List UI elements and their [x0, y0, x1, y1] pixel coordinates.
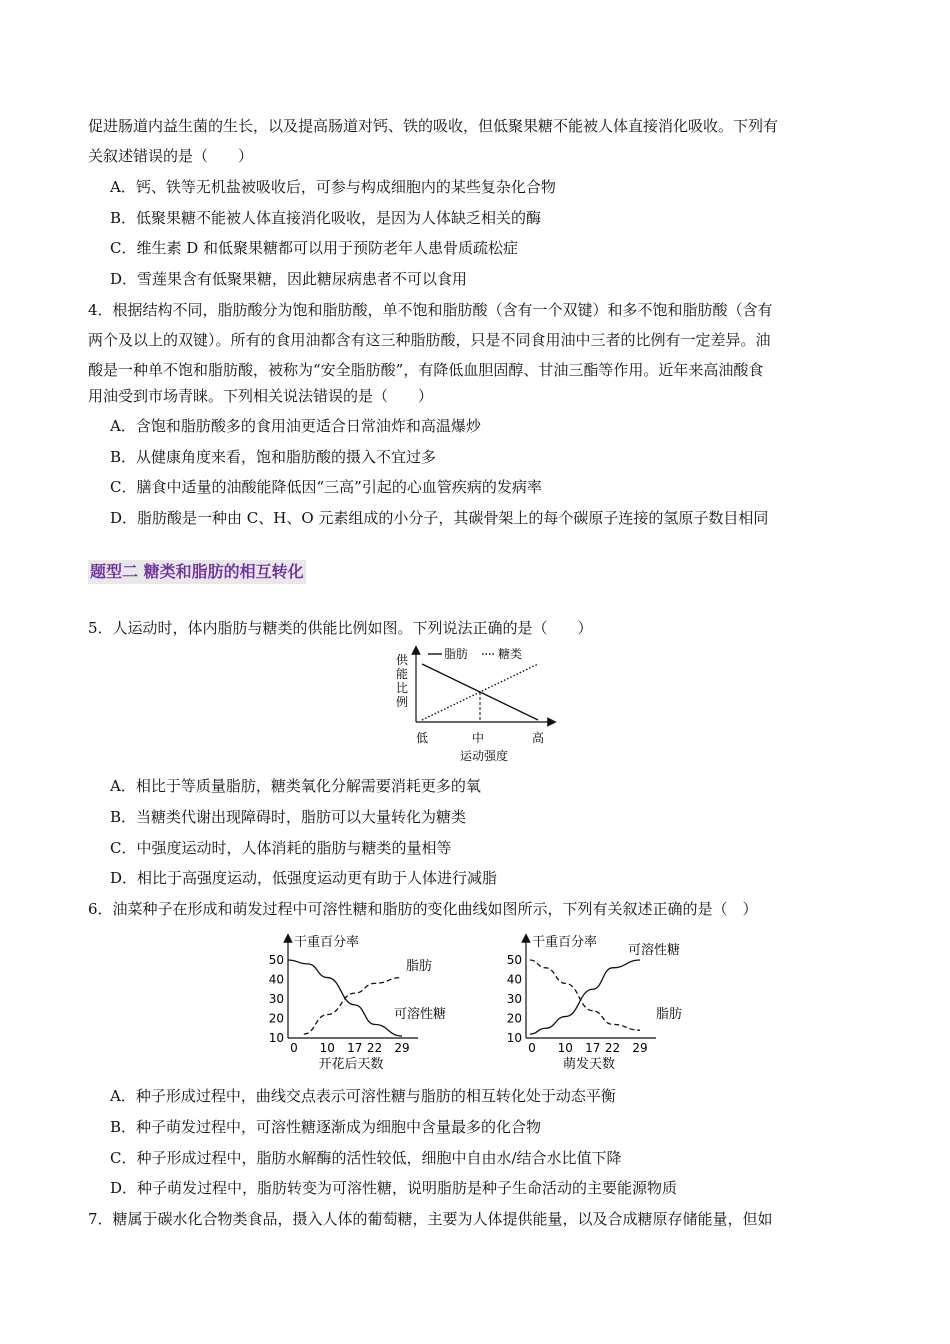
x-axis-label: 开花后天数	[318, 1057, 384, 1072]
y-tick-label: 20	[506, 1011, 522, 1026]
y-tick-label: 10	[506, 1031, 522, 1045]
series-curve-1	[530, 960, 640, 1030]
y-tick-label: 30	[268, 992, 284, 1006]
x-tick-label: 17	[585, 1041, 601, 1055]
q4-stem-line-4: 用油受到市场青睐。下列相关说法错误的是（ ）	[88, 387, 434, 405]
q6-option-c[interactable]: C．种子形成过程中，脂肪水解酶的活性较低，细胞中自由水/结合水比值下降	[110, 1149, 622, 1167]
x-tick-label-zero: 0	[528, 1041, 536, 1055]
q6-option-b[interactable]: B．种子萌发过程中，可溶性糖逐渐成为细胞中含量最多的化合物	[110, 1118, 542, 1136]
q3-stem-line-1: 促进肠道内益生菌的生长，以及提高肠道对钙、铁的吸收，但低聚果糖不能被人体直接消化吸收。下列有	[88, 117, 779, 135]
q3-option-b[interactable]: B．低聚果糖不能被人体直接消化吸收，是因为人体缺乏相关的酶	[110, 209, 542, 227]
y-axis-label-char: 例	[395, 695, 409, 709]
y-tick-label: 30	[506, 992, 522, 1006]
seed-formation-chart	[252, 930, 468, 1078]
y-tick-label: 20	[268, 1011, 284, 1026]
seed-germination-chart	[490, 930, 706, 1078]
q6-option-d[interactable]: D．种子萌发过程中，脂肪转变为可溶性糖，说明脂肪是种子生命活动的主要能源物质	[110, 1179, 678, 1197]
q5-option-b[interactable]: B．当糖类代谢出现障碍时，脂肪可以大量转化为糖类	[110, 808, 467, 826]
q5-stem: 5．人运动时，体内脂肪与糖类的供能比例如图。下列说法正确的是（ ）	[88, 619, 593, 637]
y-tick-label: 50	[268, 953, 284, 967]
q6-stem: 6．油菜种子在形成和萌发过程中可溶性糖和脂肪的变化曲线如图所示，下列有关叙述正确的是（ ）	[88, 900, 758, 918]
x-tick-label-zero: 0	[290, 1041, 298, 1055]
series-label-0: 脂肪	[406, 959, 433, 974]
q4-stem-line-2: 两个及以上的双键）。所有的食用油都含有这三种脂肪酸，只是不同食用油中三者的比例有一定差异。油	[88, 331, 771, 349]
q5-option-d[interactable]: D．相比于高强度运动，低强度运动更有助于人体进行减脂	[110, 869, 498, 887]
q5-option-c[interactable]: C．中强度运动时，人体消耗的脂肪与糖类的量相等	[110, 839, 452, 857]
y-tick-label: 50	[506, 953, 522, 967]
x-tick-label: 10	[557, 1041, 573, 1055]
series-label-1: 可溶性糖	[394, 1007, 447, 1022]
q4-stem-line-3: 酸是一种单不饱和脂肪酸，被称为“安全脂肪酸”，有降低血胆固醇、甘油三酯等作用。近年来高油酸食	[88, 361, 764, 379]
q6-option-a[interactable]: A．种子形成过程中，曲线交点表示可溶性糖与脂肪的相互转化处于动态平衡	[110, 1087, 616, 1105]
x-tick-label: 22	[366, 1041, 383, 1055]
y-axis-label-char: 能	[395, 667, 409, 681]
energy-supply-chart	[388, 642, 560, 768]
tick-label-high: 高	[531, 731, 545, 745]
series-curve-0	[530, 960, 640, 1034]
q3-stem-line-2: 关叙述错误的是（ ）	[88, 147, 254, 165]
q4-option-d[interactable]: D．脂肪酸是一种由 C、H、O 元素组成的小分子，其碳骨架上的每个碳原子连接的氢原子数目相同	[110, 509, 769, 527]
legend-sugar-label: 糖类	[498, 647, 523, 661]
y-axis-label	[396, 652, 409, 709]
y-axis-label: 干重百分率	[294, 935, 360, 950]
y-axis-label-char: 比	[395, 681, 409, 695]
q4-option-b[interactable]: B．从健康角度来看，饱和脂肪酸的摄入不宜过多	[110, 448, 437, 466]
q7-stem-line-1: 7．糖属于碳水化合物类食品，摄入人体的葡萄糖，主要为人体提供能量，以及合成糖原存储能量，但如	[88, 1210, 773, 1228]
x-tick-label: 29	[394, 1041, 410, 1055]
q4-option-c[interactable]: C．膳食中适量的油酸能降低因“三高”引起的心血管疾病的发病率	[110, 478, 542, 496]
tick-label-low: 低	[415, 731, 429, 745]
series-label-0: 可溶性糖	[628, 943, 681, 958]
x-tick-label: 22	[604, 1041, 621, 1055]
legend-fat-label: 脂肪	[444, 647, 469, 661]
y-axis-label: 干重百分率	[532, 935, 598, 950]
tick-label-mid: 中	[471, 731, 485, 745]
y-tick-label: 40	[506, 972, 522, 987]
q3-option-c[interactable]: C．维生素 D 和低聚果糖都可以用于预防老年人患骨质疏松症	[110, 239, 519, 257]
x-axis-label: 运动强度	[459, 749, 509, 763]
y-tick-label: 10	[268, 1031, 284, 1045]
series-curve-1	[288, 960, 402, 1036]
q4-stem-line-1: 4．根据结构不同，脂肪酸分为饱和脂肪酸，单不饱和脂肪酸（含有一个双键）和多不饱和脂肪酸（含有	[88, 301, 773, 319]
q3-option-d[interactable]: D．雪莲果含有低聚果糖，因此糖尿病患者不可以食用	[110, 270, 468, 288]
section-title: 题型二 糖类和脂肪的相互转化	[88, 560, 306, 584]
x-tick-label: 10	[319, 1041, 335, 1055]
series-curve-0	[304, 978, 402, 1035]
x-tick-label: 17	[347, 1041, 363, 1055]
q5-option-a[interactable]: A．相比于等质量脂肪，糖类氧化分解需要消耗更多的氧	[110, 777, 481, 795]
q3-option-a[interactable]: A．钙、铁等无机盐被吸收后，可参与构成细胞内的某些复杂化合物	[110, 178, 556, 196]
y-tick-label: 40	[268, 972, 284, 987]
x-axis-label: 萌发天数	[562, 1057, 616, 1072]
x-tick-label: 29	[632, 1041, 648, 1055]
series-label-1: 脂肪	[656, 1007, 683, 1022]
y-axis-label-char: 供	[395, 653, 409, 667]
q4-option-a[interactable]: A．含饱和脂肪酸多的食用油更适合日常油炸和高温爆炒	[110, 417, 481, 435]
